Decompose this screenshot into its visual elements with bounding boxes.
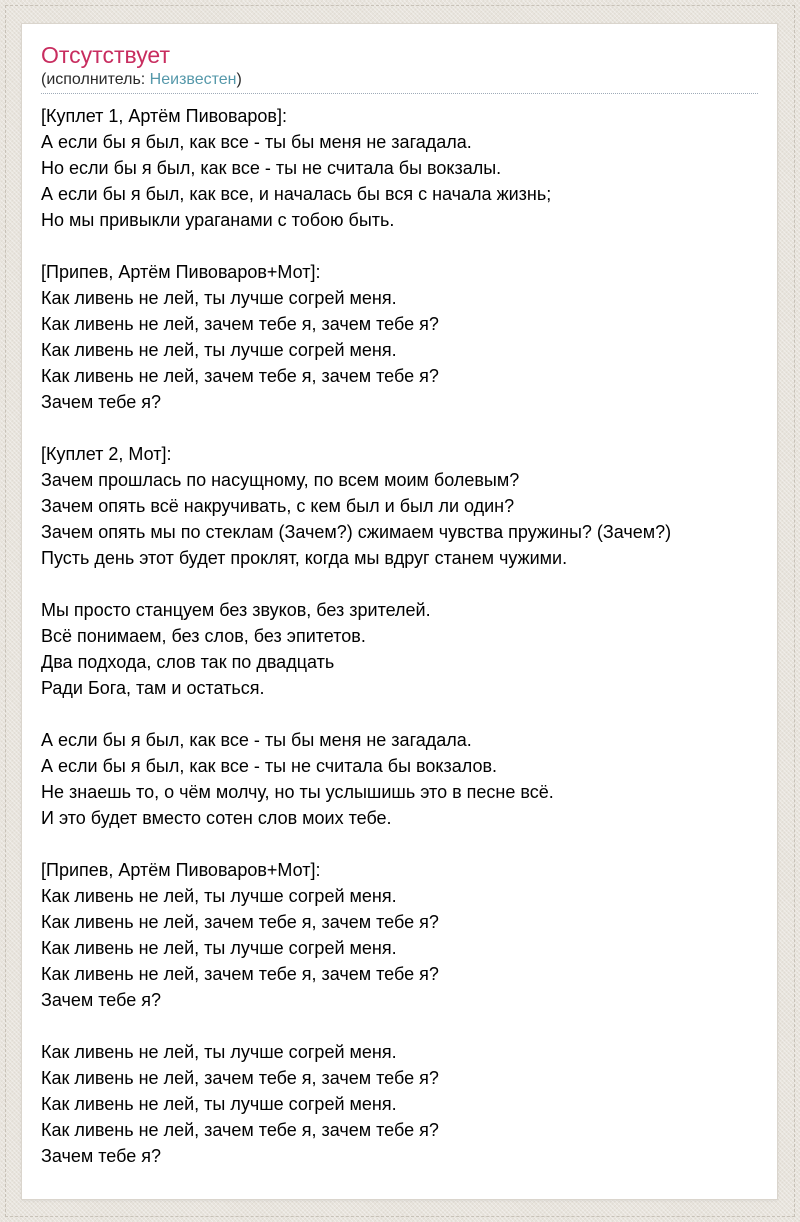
stanza: [Куплет 1, Артём Пивоваров]: А если бы я был, как все - ты бы меня не загадала. Но если бы я был, как все - ты не считала бы вокзалы. А если бы я был, как все, и началась бы вся с начала жизнь; Но мы привыкли ураганами с тобою быть. [41, 106, 552, 230]
lyrics-text [41, 103, 758, 1169]
stanza: Мы просто станцуем без звуков, без зрителей. Всё понимаем, без слов, без эпитетов. Два подхода, слов так по двадцать Ради Бога, там и остаться. [41, 600, 431, 698]
song-title: Отсутствует [41, 42, 170, 68]
artist-link[interactable]: Неизвестен [149, 71, 237, 88]
song-header [41, 42, 758, 94]
stanza: [Куплет 2, Мот]: Зачем прошлась по насущному, по всем моим болевым? Зачем опять всё накручивать, с кем был и был ли один? Зачем опять мы по стеклам (Зачем?) сжимаем чувства пружины? (Зачем?) Пусть день этот будет проклят, когда мы вдруг станем чужими. [41, 444, 672, 568]
artist-line [41, 70, 758, 90]
lyrics-card [21, 23, 778, 1200]
stanza: Как ливень не лей, ты лучше согрей меня. Как ливень не лей, зачем тебе я, зачем тебе я? Как ливень не лей, ты лучше согрей меня. Как ливень не лей, зачем тебе я, зачем тебе я? Зачем тебе я? [41, 1042, 439, 1166]
artist-label: (исполнитель: [41, 71, 146, 88]
stanza: А если бы я был, как все - ты бы меня не загадала. А если бы я был, как все - ты не считала бы вокзалов. Не знаешь то, о чём молчу, но ты услышишь это в песне всё. И это будет вместо сотен слов моих тебе. [41, 730, 554, 828]
stanza: [Припев, Артём Пивоваров+Мот]: Как ливень не лей, ты лучше согрей меня. Как ливень не лей, зачем тебе я, зачем тебе я? Как ливень не лей, ты лучше согрей меня. Как ливень не лей, зачем тебе я, зачем тебе я? Зачем тебе я? [41, 262, 439, 412]
stanza: [Припев, Артём Пивоваров+Мот]: Как ливень не лей, ты лучше согрей меня. Как ливень не лей, зачем тебе я, зачем тебе я? Как ливень не лей, ты лучше согрей меня. Как ливень не лей, зачем тебе я, зачем тебе я? Зачем тебе я? [41, 860, 439, 1010]
artist-close-paren: ) [236, 71, 242, 88]
